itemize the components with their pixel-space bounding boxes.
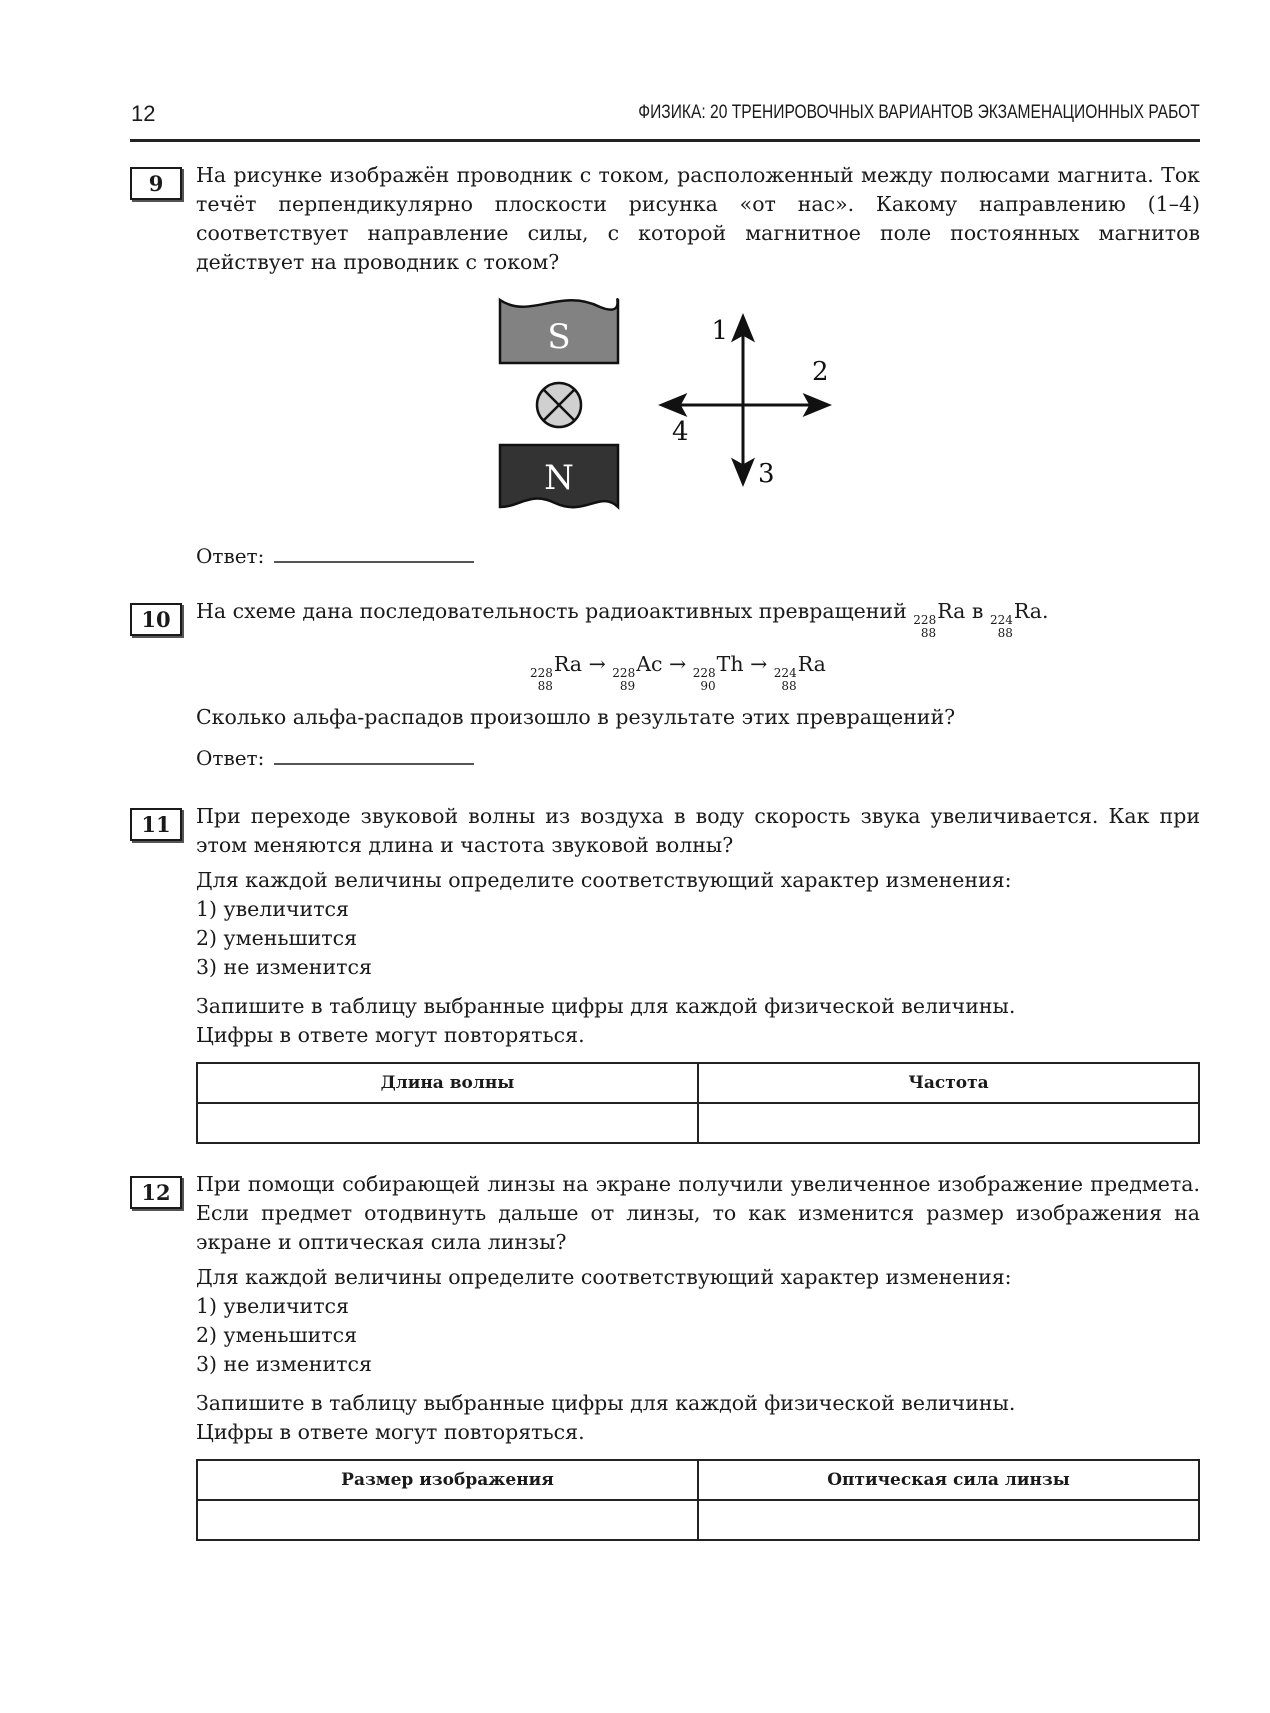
direction-label-4: 4 <box>672 417 689 447</box>
direction-label-2: 2 <box>812 357 829 387</box>
answer-field[interactable] <box>274 745 474 765</box>
question-number-11: 11 <box>130 808 182 841</box>
answer-field[interactable] <box>274 543 474 563</box>
table-header: Частота <box>698 1063 1199 1103</box>
running-title: ФИЗИКА: 20 ТРЕНИРОВОЧНЫХ ВАРИАНТОВ ЭКЗАМЕНАЦИОННЫХ РАБОТ <box>638 102 1200 123</box>
question-12-text: При помощи собирающей линзы на экране получили увеличенное изображение предмета. Если предмет отодвинуть дальше от линзы, то как изменится размер изображения на экране и оптическая сила линзы? <box>196 1172 1200 1254</box>
direction-label-1: 1 <box>711 316 728 346</box>
question-11-text: При переходе звуковой волны из воздуха в воду скорость звука увеличивается. Как при этом меняются длина и частота звуковой волны? <box>196 804 1200 857</box>
option-item: 2) уменьшится <box>196 1323 357 1347</box>
page-number: 12 <box>131 101 156 126</box>
question-9-text: На рисунке изображён проводник с током, расположенный между полюсами магнита. Ток течёт перпендикулярно плоскости рисунка «от нас». Какому направлению (1–4) соответствует направление силы, с которой магнитное поле постоянных магнитов действует на проводник с током? <box>196 163 1200 274</box>
question-12-instruction: Для каждой величины определите соответствующий характер изменения: <box>196 1265 1012 1289</box>
question-number-9: 9 <box>130 167 182 200</box>
answer-cell[interactable] <box>197 1500 698 1540</box>
option-item: 1) увеличится <box>196 1294 349 1318</box>
arrow-icon: → <box>750 652 768 676</box>
option-item: 2) уменьшится <box>196 926 357 950</box>
question-10-text: На схеме дана последовательность радиоактивных превращений 228 88 Ra в 224 88 Ra. <box>196 599 1049 640</box>
question-10-answer <box>196 745 474 770</box>
table-note: Цифры в ответе могут повторяться. <box>196 1023 585 1047</box>
header-divider <box>130 139 1200 142</box>
option-item: 1) увеличится <box>196 897 349 921</box>
option-item: 3) не изменится <box>196 955 372 979</box>
table-note: Запишите в таблицу выбранные цифры для каждой физической величины. <box>196 994 1016 1018</box>
arrow-icon: → <box>588 652 606 676</box>
question-10-prompt: Сколько альфа-распадов произошло в результате этих превращений? <box>196 705 956 729</box>
question-number-10: 10 <box>130 603 182 636</box>
question-11-answer-table <box>196 1062 1200 1144</box>
answer-label: Ответ: <box>196 746 265 770</box>
isotope-mass-charge: 228 88 <box>913 613 937 640</box>
question-11-instruction: Для каждой величины определите соответствующий характер изменения: <box>196 868 1012 892</box>
question-9-answer <box>196 543 474 568</box>
isotope-mass-charge: 224 88 <box>989 613 1013 640</box>
question-number-12: 12 <box>130 1176 182 1209</box>
answer-cell[interactable] <box>698 1500 1199 1540</box>
table-note: Запишите в таблицу выбранные цифры для каждой физической величины. <box>196 1391 1016 1415</box>
north-pole-magnet <box>500 445 618 507</box>
south-label: S <box>547 317 571 357</box>
answer-cell[interactable] <box>698 1103 1199 1143</box>
south-pole-magnet <box>500 299 618 363</box>
conductor-current-into-page-icon <box>537 383 581 427</box>
direction-label-3: 3 <box>758 459 775 489</box>
table-note: Цифры в ответе могут повторяться. <box>196 1420 585 1444</box>
decay-chain: 228 88 Ra → 228 89 Ac → 228 90 Th → 224 88 Ra <box>530 652 826 693</box>
direction-arrows-icon <box>662 317 828 483</box>
answer-cell[interactable] <box>197 1103 698 1143</box>
north-label: N <box>544 458 574 498</box>
table-header: Размер изображения <box>197 1460 698 1500</box>
question-12-answer-table <box>196 1459 1200 1541</box>
answer-label: Ответ: <box>196 544 265 568</box>
magnet-force-figure <box>490 295 850 515</box>
table-header: Длина волны <box>197 1063 698 1103</box>
table-header: Оптическая сила линзы <box>698 1460 1199 1500</box>
option-item: 3) не изменится <box>196 1352 372 1376</box>
arrow-icon: → <box>669 652 687 676</box>
